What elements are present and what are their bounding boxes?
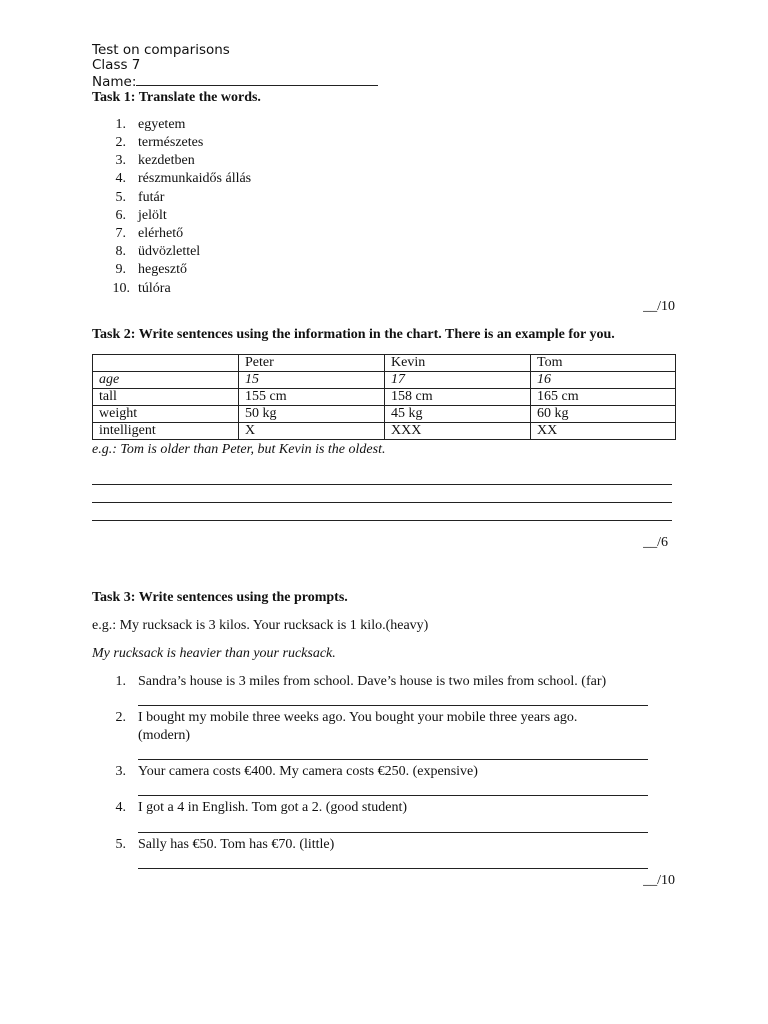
task1-item-word: futár (138, 190, 165, 205)
task1-item-word: hegesztő (138, 262, 187, 277)
answer-line[interactable] (138, 759, 648, 760)
table-header-row (93, 355, 676, 372)
task3-example-answer: My rucksack is heavier than your rucksack. (92, 646, 336, 661)
task1-item-word: üdvözlettel (138, 244, 201, 259)
task2-heading: Task 2: Write sentences using the information in the chart. There is an example for you. (92, 327, 615, 342)
table-cell: intelligent (93, 423, 239, 440)
task3-item-prompt: Sandra’s house is 3 miles from school. Dave’s house is two miles from school. (far) (138, 674, 607, 689)
table-header-cell (93, 355, 239, 372)
answer-line[interactable] (138, 705, 648, 706)
answer-line[interactable] (92, 484, 672, 485)
task3-item-number: 2. (115, 710, 126, 725)
table-cell: 15 (239, 372, 385, 389)
task3-item-prompt: I bought my mobile three weeks ago. You bought your mobile three years ago. (138, 710, 578, 725)
table-row (93, 423, 676, 440)
task3-item-number: 3. (115, 764, 126, 779)
task3-example-prompt: e.g.: My rucksack is 3 kilos. Your rucksack is 1 kilo.(heavy) (92, 618, 429, 633)
name-label: Name: (92, 74, 137, 90)
table-cell: 16 (531, 372, 676, 389)
task1-item-word: egyetem (138, 117, 186, 132)
table-cell: 60 kg (531, 406, 676, 423)
task1-item-number: 5. (115, 190, 126, 205)
task1-item-number: 6. (115, 208, 126, 223)
test-title: Test on comparisons (92, 42, 230, 58)
task1-heading: Task 1: Translate the words. (92, 90, 261, 105)
task2-score: __/6 (643, 535, 668, 550)
task2-example-sentence: e.g.: Tom is older than Peter, but Kevin is the oldest. (92, 442, 386, 457)
task1-item-word: jelölt (138, 208, 167, 223)
table-cell: 50 kg (239, 406, 385, 423)
table-cell: 155 cm (239, 389, 385, 406)
task1-item-word: túlóra (138, 281, 171, 296)
table-cell: 45 kg (385, 406, 531, 423)
table-cell: XXX (385, 423, 531, 440)
table-cell: weight (93, 406, 239, 423)
comparison-chart-table (92, 354, 676, 440)
table-cell: age (93, 372, 239, 389)
task1-item-number: 3. (115, 153, 126, 168)
answer-line[interactable] (92, 520, 672, 521)
task3-item-prompt-continued: (modern) (138, 728, 191, 743)
task1-item-number: 4. (115, 171, 126, 186)
task3-item-number: 5. (115, 837, 126, 852)
answer-line[interactable] (138, 868, 648, 869)
answer-line[interactable] (138, 795, 648, 796)
table-cell: XX (531, 423, 676, 440)
table-cell: 165 cm (531, 389, 676, 406)
table-cell: 158 cm (385, 389, 531, 406)
table-header-cell: Peter (239, 355, 385, 372)
task3-item-prompt: Sally has €50. Tom has €70. (little) (138, 837, 335, 852)
task1-item-word: természetes (138, 135, 204, 150)
table-cell: X (239, 423, 385, 440)
task3-score: __/10 (643, 873, 675, 888)
task1-item-number: 8. (115, 244, 126, 259)
table-header-cell: Tom (531, 355, 676, 372)
task1-item-number: 9. (115, 262, 126, 277)
task1-item-word: részmunkaidős állás (138, 171, 252, 186)
task1-item-number: 10. (112, 281, 130, 296)
class-label: Class 7 (92, 57, 141, 73)
task1-item-word: elérhető (138, 226, 184, 241)
name-blank-line (136, 73, 378, 86)
task3-item-number: 4. (115, 800, 126, 815)
task3-item-prompt: Your camera costs €400. My camera costs €250. (expensive) (138, 764, 478, 779)
table-cell: 17 (385, 372, 531, 389)
task3-item-prompt: I got a 4 in English. Tom got a 2. (good student) (138, 800, 408, 815)
task1-item-word: kezdetben (138, 153, 195, 168)
task1-item-number: 7. (115, 226, 126, 241)
table-cell: tall (93, 389, 239, 406)
task3-heading: Task 3: Write sentences using the prompts. (92, 590, 348, 605)
task1-score: __/10 (643, 299, 675, 314)
table-row (93, 372, 676, 389)
answer-line[interactable] (138, 832, 648, 833)
task1-item-number: 2. (115, 135, 126, 150)
table-header-cell: Kevin (385, 355, 531, 372)
answer-line[interactable] (92, 502, 672, 503)
task1-item-number: 1. (115, 117, 126, 132)
table-row (93, 389, 676, 406)
table-row (93, 406, 676, 423)
task3-item-number: 1. (115, 674, 126, 689)
name-row (92, 73, 378, 90)
